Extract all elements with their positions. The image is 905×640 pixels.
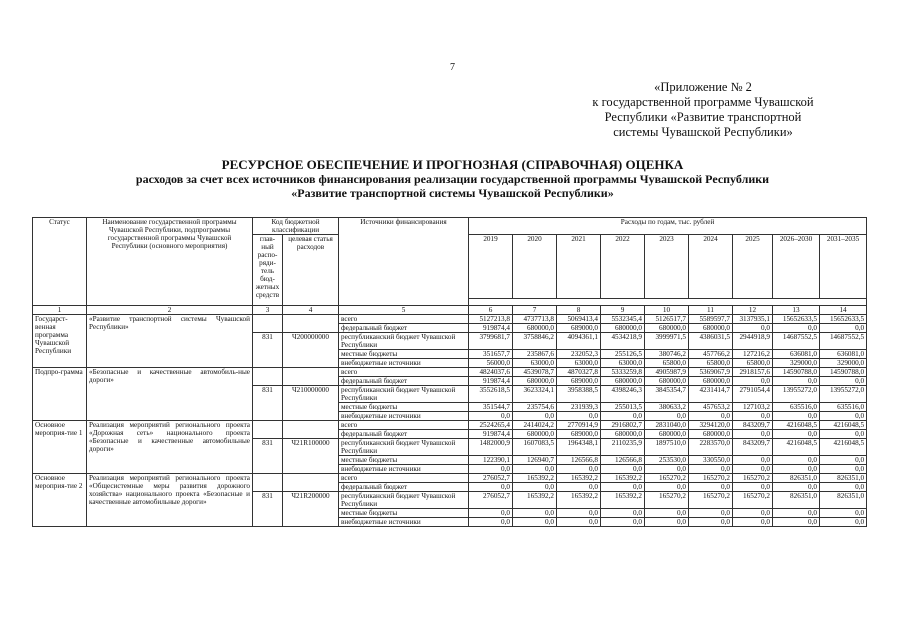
row-value: 380746,2: [645, 350, 689, 359]
row-source: внебюджетные источники: [339, 359, 469, 368]
header-year: 2023: [645, 235, 689, 299]
row-value: 2110235,9: [601, 439, 645, 456]
row-value: 0,0: [820, 324, 867, 333]
row-value: 680000,0: [601, 324, 645, 333]
row-value: 0,0: [820, 430, 867, 439]
row-value: 330550,0: [689, 456, 733, 465]
row-value: 0,0: [689, 483, 733, 492]
row-source: республиканский бюджет Чувашской Республики: [339, 333, 469, 350]
row-value: 919874,4: [469, 324, 513, 333]
row-value: 680000,0: [513, 324, 557, 333]
row-value: 14590788,0: [820, 368, 867, 377]
row-value: 919874,4: [469, 377, 513, 386]
row-value: 165270,2: [733, 474, 773, 483]
row-value: 0,0: [469, 465, 513, 474]
header-sources: Источники финансирования: [339, 218, 469, 306]
column-number: 14: [820, 306, 867, 315]
header-status: Статус: [33, 218, 87, 306]
row-value: 0,0: [601, 518, 645, 527]
table-body: [33, 315, 867, 527]
row-value: 457653,2: [689, 403, 733, 412]
row-source: федеральный бюджет: [339, 377, 469, 386]
row-value: 0,0: [820, 412, 867, 421]
appendix-line: Республики «Развитие транспортной: [604, 110, 802, 124]
row-value: 4386031,5: [689, 333, 733, 350]
table-row: [33, 474, 867, 483]
row-value: 635516,0: [773, 403, 820, 412]
row-value: 0,0: [469, 483, 513, 492]
row-value: 680000,0: [601, 430, 645, 439]
row-status: Подпро-грамма: [33, 368, 87, 421]
row-value: 165392,2: [557, 474, 601, 483]
header-target: целевая статья расходов: [283, 235, 339, 306]
row-value: 826351,0: [773, 492, 820, 509]
row-value: 2283570,0: [689, 439, 733, 456]
row-value: 5532345,4: [601, 315, 645, 324]
row-value: 165392,2: [513, 492, 557, 509]
row-grbs: 831: [253, 492, 283, 527]
row-value: 4216048,5: [820, 439, 867, 456]
row-value: 0,0: [820, 483, 867, 492]
row-value: 826351,0: [820, 492, 867, 509]
row-value: 5589597,7: [689, 315, 733, 324]
row-value: 4534218,9: [601, 333, 645, 350]
row-value: 0,0: [645, 483, 689, 492]
row-value: 351657,7: [469, 350, 513, 359]
row-value: 0,0: [733, 518, 773, 527]
row-value: 0,0: [773, 412, 820, 421]
row-source: федеральный бюджет: [339, 324, 469, 333]
row-value: 680000,0: [689, 324, 733, 333]
row-value: 689000,0: [557, 377, 601, 386]
header-year: 2020: [513, 235, 557, 299]
column-number: 8: [557, 306, 601, 315]
row-value: 680000,0: [645, 324, 689, 333]
row-value: 127216,2: [733, 350, 773, 359]
row-value: 3799681,7: [469, 333, 513, 350]
row-source: местные бюджеты: [339, 350, 469, 359]
row-value: 1964348,1: [557, 439, 601, 456]
row-value: 255013,5: [601, 403, 645, 412]
header-year: 2022: [601, 235, 645, 299]
row-value: 0,0: [773, 324, 820, 333]
row-value: 0,0: [513, 509, 557, 518]
row-target-empty: [283, 421, 339, 439]
row-grbs-empty: [253, 368, 283, 386]
row-value: 0,0: [689, 465, 733, 474]
row-value: 0,0: [733, 483, 773, 492]
appendix-line: «Приложение № 2: [654, 80, 752, 94]
row-value: 826351,0: [820, 474, 867, 483]
header-year: 2021: [557, 235, 601, 299]
row-value: 14687552,5: [773, 333, 820, 350]
row-value: 3999971,5: [645, 333, 689, 350]
row-value: 165270,2: [689, 492, 733, 509]
row-value: 0,0: [820, 509, 867, 518]
row-value: 65800,0: [689, 359, 733, 368]
row-value: 380633,2: [645, 403, 689, 412]
row-value: 0,0: [773, 377, 820, 386]
row-value: 2944918,9: [733, 333, 773, 350]
row-value: 65800,0: [733, 359, 773, 368]
row-value: 843209,7: [733, 421, 773, 430]
row-value: 63000,0: [557, 359, 601, 368]
row-value: 3552618,5: [469, 386, 513, 403]
row-value: 126566,8: [557, 456, 601, 465]
row-value: 0,0: [773, 465, 820, 474]
row-value: 63000,0: [513, 359, 557, 368]
row-value: 0,0: [773, 430, 820, 439]
row-grbs-empty: [253, 474, 283, 492]
row-target-empty: [283, 474, 339, 492]
row-value: 0,0: [469, 509, 513, 518]
row-grbs: 831: [253, 439, 283, 474]
row-value: 56000,0: [469, 359, 513, 368]
row-value: 0,0: [645, 518, 689, 527]
row-value: 0,0: [773, 483, 820, 492]
column-number: 3: [253, 306, 283, 315]
row-source: внебюджетные источники: [339, 412, 469, 421]
row-value: 0,0: [773, 518, 820, 527]
row-value: 5069413,4: [557, 315, 601, 324]
row-source: местные бюджеты: [339, 456, 469, 465]
row-source: всего: [339, 474, 469, 483]
column-number: 4: [283, 306, 339, 315]
row-value: 329000,0: [820, 359, 867, 368]
row-source: федеральный бюджет: [339, 430, 469, 439]
header-year: 2026–2030: [773, 235, 820, 299]
row-value: 0,0: [513, 465, 557, 474]
row-value: 0,0: [645, 465, 689, 474]
row-value: 3137935,1: [733, 315, 773, 324]
row-value: 0,0: [513, 518, 557, 527]
row-value: 3294120,0: [689, 421, 733, 430]
row-value: 2916802,7: [601, 421, 645, 430]
header-expenses: Расходы по годам, тыс. рублей: [469, 218, 867, 235]
row-value: 0,0: [733, 324, 773, 333]
row-source: федеральный бюджет: [339, 483, 469, 492]
row-source: республиканский бюджет Чувашской Республики: [339, 386, 469, 403]
row-value: 1607083,5: [513, 439, 557, 456]
row-value: 3623324,1: [513, 386, 557, 403]
row-value: 0,0: [557, 518, 601, 527]
row-value: 680000,0: [645, 377, 689, 386]
document-title: [0, 158, 905, 200]
row-name: Реализация мероприятий регионального проекта «Общесистемные меры развития дорожного хозяйства» национального проекта «Безопасные и качественные автомобильные дороги»: [87, 474, 253, 527]
row-source: республиканский бюджет Чувашской Республики: [339, 492, 469, 509]
row-value: 65800,0: [645, 359, 689, 368]
row-value: 0,0: [557, 483, 601, 492]
row-value: 2831040,0: [645, 421, 689, 430]
row-source: внебюджетные источники: [339, 465, 469, 474]
header-grbs: глав-ный распо-ряди-тель бюд-жетных средств: [253, 235, 283, 306]
row-value: 127103,2: [733, 403, 773, 412]
row-value: 4231414,7: [689, 386, 733, 403]
row-value: 165270,2: [645, 474, 689, 483]
row-source: местные бюджеты: [339, 403, 469, 412]
row-name: «Развитие транспортной системы Чувашской Республики»: [87, 315, 253, 368]
row-value: 680000,0: [601, 377, 645, 386]
row-value: 5333259,8: [601, 368, 645, 377]
row-value: 0,0: [820, 456, 867, 465]
row-value: 3758846,2: [513, 333, 557, 350]
header-year: 2031–2035: [820, 235, 867, 299]
row-value: 4398246,3: [601, 386, 645, 403]
row-value: 0,0: [689, 518, 733, 527]
column-number: 9: [601, 306, 645, 315]
row-target: Ч210000000: [283, 386, 339, 421]
row-value: 0,0: [513, 483, 557, 492]
row-value: 122390,1: [469, 456, 513, 465]
row-value: 919874,4: [469, 430, 513, 439]
row-value: 0,0: [601, 465, 645, 474]
row-value: 0,0: [733, 412, 773, 421]
row-value: 636081,0: [820, 350, 867, 359]
row-target: Ч21R100000: [283, 439, 339, 474]
title-line-2: расходов за счет всех источников финансирования реализации государственной программы Чувашской Республики: [135, 172, 770, 186]
row-value: 826351,0: [773, 474, 820, 483]
row-value: 0,0: [469, 518, 513, 527]
row-grbs: 831: [253, 386, 283, 421]
resource-table: [32, 217, 867, 527]
row-value: 636081,0: [773, 350, 820, 359]
table-row: [33, 315, 867, 324]
row-value: 0,0: [557, 465, 601, 474]
row-source: внебюджетные источники: [339, 518, 469, 527]
row-source: всего: [339, 315, 469, 324]
row-value: 680000,0: [689, 430, 733, 439]
row-grbs-empty: [253, 315, 283, 333]
column-number: 1: [33, 306, 87, 315]
row-value: 15652633,5: [820, 315, 867, 324]
row-value: 0,0: [645, 509, 689, 518]
row-value: 843209,7: [733, 439, 773, 456]
row-value: 253530,0: [645, 456, 689, 465]
row-value: 3958388,5: [557, 386, 601, 403]
row-value: 680000,0: [645, 430, 689, 439]
row-value: 4824037,6: [469, 368, 513, 377]
row-value: 0,0: [773, 509, 820, 518]
row-value: 14687552,5: [820, 333, 867, 350]
header-year: 2025: [733, 235, 773, 299]
column-number: 11: [689, 306, 733, 315]
row-source: местные бюджеты: [339, 509, 469, 518]
column-number: 7: [513, 306, 557, 315]
row-value: 689000,0: [557, 430, 601, 439]
row-value: 4870327,8: [557, 368, 601, 377]
row-value: 2918157,6: [733, 368, 773, 377]
row-value: 13955272,0: [773, 386, 820, 403]
row-value: 0,0: [601, 509, 645, 518]
row-value: 276052,7: [469, 474, 513, 483]
row-value: 351544,7: [469, 403, 513, 412]
row-source: республиканский бюджет Чувашской Республики: [339, 439, 469, 456]
row-value: 0,0: [601, 483, 645, 492]
title-line-3: «Развитие транспортной системы Чувашской Республики»: [291, 186, 614, 200]
row-target: Ч200000000: [283, 333, 339, 368]
row-value: 2791054,4: [733, 386, 773, 403]
row-value: 14590788,0: [773, 368, 820, 377]
header-year: 2019: [469, 235, 513, 299]
row-value: 0,0: [513, 412, 557, 421]
column-number: 13: [773, 306, 820, 315]
row-value: 165392,2: [601, 474, 645, 483]
row-value: 0,0: [820, 465, 867, 474]
row-value: 231939,3: [557, 403, 601, 412]
row-value: 0,0: [469, 412, 513, 421]
row-target-empty: [283, 315, 339, 333]
row-value: 0,0: [733, 509, 773, 518]
appendix-note: [573, 80, 833, 140]
row-value: 15652633,5: [773, 315, 820, 324]
row-source: всего: [339, 368, 469, 377]
row-value: 165392,2: [513, 474, 557, 483]
column-number: 5: [339, 306, 469, 315]
row-value: 4216048,5: [773, 421, 820, 430]
row-value: 0,0: [820, 518, 867, 527]
row-value: 4216048,5: [773, 439, 820, 456]
row-value: 4737713,8: [513, 315, 557, 324]
row-value: 0,0: [773, 456, 820, 465]
row-value: 0,0: [733, 465, 773, 474]
row-value: 680000,0: [689, 377, 733, 386]
row-value: 1482000,9: [469, 439, 513, 456]
row-value: 0,0: [689, 509, 733, 518]
row-value: 4216048,5: [820, 421, 867, 430]
table-row: [33, 421, 867, 430]
row-status: Основное мероприя-тие 2: [33, 474, 87, 527]
row-value: 680000,0: [513, 377, 557, 386]
row-value: 0,0: [733, 430, 773, 439]
header-budget-code: Код бюджетной классификации: [253, 218, 339, 235]
row-value: 2770914,9: [557, 421, 601, 430]
row-value: 4905987,9: [645, 368, 689, 377]
row-value: 0,0: [733, 377, 773, 386]
row-value: 3845354,7: [645, 386, 689, 403]
row-value: 255126,5: [601, 350, 645, 359]
row-value: 4094361,1: [557, 333, 601, 350]
row-target-empty: [283, 368, 339, 386]
row-value: 0,0: [733, 456, 773, 465]
row-value: 235754,6: [513, 403, 557, 412]
row-status: Государст-венная программа Чувашской Республики: [33, 315, 87, 368]
row-value: 0,0: [645, 412, 689, 421]
row-value: 165270,2: [689, 474, 733, 483]
row-value: 0,0: [820, 377, 867, 386]
row-value: 5127213,8: [469, 315, 513, 324]
table-row: [33, 368, 867, 377]
row-grbs-empty: [253, 421, 283, 439]
row-value: 457766,2: [689, 350, 733, 359]
row-value: 0,0: [601, 412, 645, 421]
column-number: 12: [733, 306, 773, 315]
row-status: Основное мероприя-тие 1: [33, 421, 87, 474]
row-value: 235867,6: [513, 350, 557, 359]
header-year: 2024: [689, 235, 733, 299]
row-value: 126566,8: [601, 456, 645, 465]
row-value: 2414024,2: [513, 421, 557, 430]
page-number: 7: [450, 62, 455, 73]
column-number: 6: [469, 306, 513, 315]
row-value: 2524265,4: [469, 421, 513, 430]
appendix-line: системы Чувашской Республики»: [613, 125, 793, 139]
row-value: 4539078,7: [513, 368, 557, 377]
appendix-line: к государственной программе Чувашской: [592, 95, 814, 109]
row-source: всего: [339, 421, 469, 430]
row-value: 5126517,7: [645, 315, 689, 324]
row-value: 635516,0: [820, 403, 867, 412]
row-value: 232052,3: [557, 350, 601, 359]
column-numbers-row: [33, 306, 867, 315]
row-value: 1897510,0: [645, 439, 689, 456]
column-number: 2: [87, 306, 253, 315]
column-number: 10: [645, 306, 689, 315]
row-value: 276052,7: [469, 492, 513, 509]
header-name: Наименование государственной программы Чувашской Республики, подпрограммы государственной программы Чувашской Республики (основного мероприятия): [87, 218, 253, 306]
title-line-1: РЕСУРСНОЕ ОБЕСПЕЧЕНИЕ И ПРОГНОЗНАЯ (СПРАВОЧНАЯ) ОЦЕНКА: [221, 157, 684, 172]
row-target: Ч21R200000: [283, 492, 339, 527]
row-value: 165270,2: [645, 492, 689, 509]
row-value: 0,0: [557, 412, 601, 421]
row-name: Реализация мероприятий регионального проекта «Дорожная сеть» национального проекта «Безопасные и качественные автомобильные дороги»: [87, 421, 253, 474]
row-value: 0,0: [689, 412, 733, 421]
row-value: 680000,0: [513, 430, 557, 439]
row-grbs: 831: [253, 333, 283, 368]
row-value: 5369067,9: [689, 368, 733, 377]
row-value: 63000,0: [601, 359, 645, 368]
row-value: 13955272,0: [820, 386, 867, 403]
row-value: 329000,0: [773, 359, 820, 368]
row-value: 165392,2: [557, 492, 601, 509]
row-name: «Безопасные и качественные автомобиль-ные дороги»: [87, 368, 253, 421]
row-value: 126940,7: [513, 456, 557, 465]
row-value: 165270,2: [733, 492, 773, 509]
row-value: 689000,0: [557, 324, 601, 333]
row-value: 0,0: [557, 509, 601, 518]
row-value: 165392,2: [601, 492, 645, 509]
